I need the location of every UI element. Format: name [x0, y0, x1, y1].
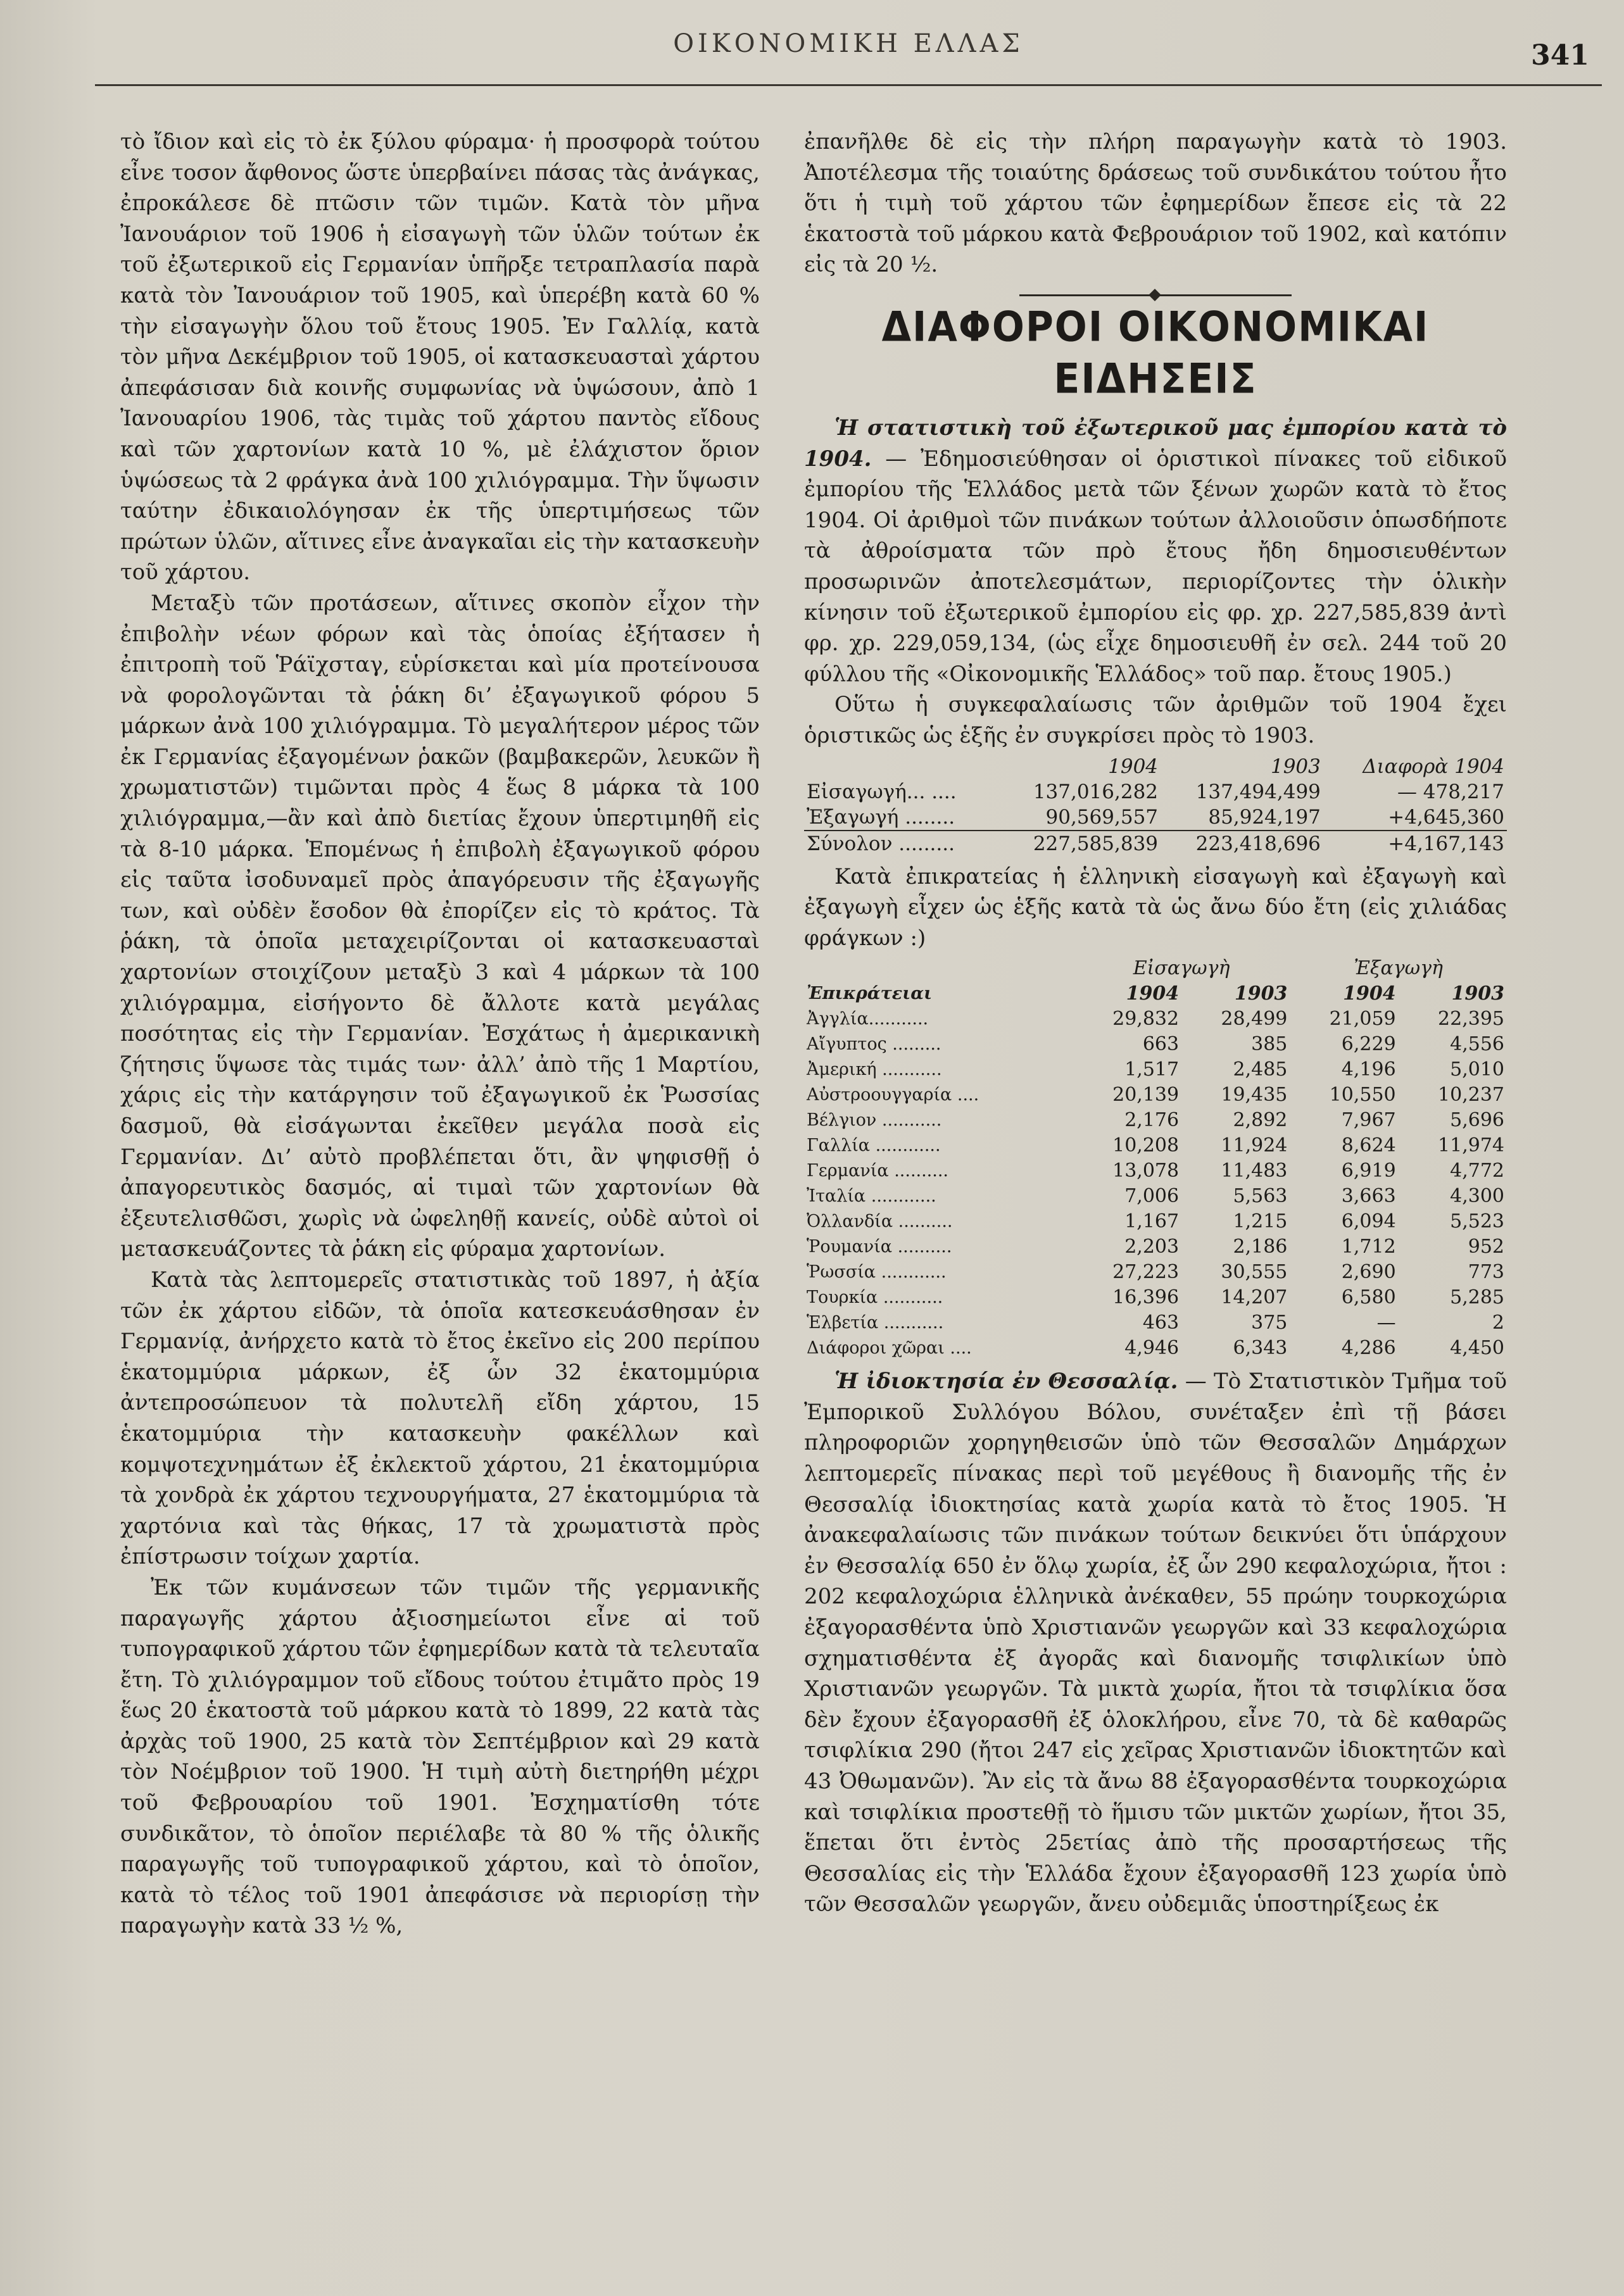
cell: 6,343 [1233, 1337, 1288, 1360]
left-column [120, 127, 760, 1942]
cell: 227,585,839 [998, 831, 1161, 856]
cell: 10,550 [1329, 1084, 1396, 1107]
cell: 1,215 [1233, 1210, 1288, 1233]
table-row [804, 1310, 1507, 1336]
table-row [804, 1234, 1507, 1260]
cell: 6,919 [1341, 1160, 1396, 1183]
countries-table [804, 956, 1507, 1361]
cell: 463 [1142, 1312, 1180, 1334]
news-item-trade-statistics [804, 413, 1507, 689]
cell: 2,186 [1233, 1236, 1288, 1258]
cell: 7,967 [1341, 1109, 1396, 1132]
cell: 4,300 [1450, 1185, 1504, 1208]
summary-table [804, 754, 1507, 856]
cell: 2 [1492, 1312, 1504, 1334]
table-row [804, 1082, 1507, 1108]
table-header-row [804, 754, 1507, 779]
table-row [804, 1133, 1507, 1158]
item-text: — Ἐδημοσιεύθησαν οἱ ὁριστικοὶ πίνακες τοῦ εἰδικοῦ ἐμπορίου τῆς Ἑλλάδος μετὰ τῶν ξένων χωρῶν κατὰ τὸ ἔτος 1904. Οἱ ἀριθμοὶ τῶν πινάκων τούτων ἀλλοιοῦσιν ὁπωσδήποτε τὰ ἀθροίσματα τῶν πρὸ ἔτους ἤδη δημοσιευθέντων προσωρινῶν ἀποτελεσμάτων, περιορίζοντες τὴν ὁλικὴν κίνησιν τοῦ ἐξωτερικοῦ ἐμπορίου εἰς φρ. χρ. 227,585,839 ἀντὶ φρ. χρ. 229,059,134, (ὡς εἶχε δημοσιευθῆ ἐν σελ. 244 τοῦ 20 φύλλου τῆς «Οἰκονομικῆς Ἑλλάδος» τοῦ παρ. ἔτους 1905.) [804, 446, 1507, 687]
table-row [804, 1108, 1507, 1133]
table-row [804, 779, 1507, 805]
table-header-cell [804, 956, 1073, 981]
table-row [804, 1032, 1507, 1057]
cell: 27,223 [1112, 1261, 1180, 1284]
cell: 5,696 [1450, 1109, 1504, 1132]
row-label: Γερμανία .......... [807, 1161, 949, 1181]
paragraph: Κατὰ τὰς λεπτομερεῖς στατιστικὰς τοῦ 1897, ἡ ἀξία τῶν ἐκ χάρτου εἰδῶν, τὰ ὁποῖα κατεσκευάσθησαν ἐν Γερμανίᾳ, ἀνήρχετο κατὰ τὸ ἔτος ἐκεῖνο εἰς 200 περίπου ἑκατομμύρια μάρκων, ἐξ ὧν 32 ἑκατομμύρια ἀντεπροσώπευον τὰ πολυτελῆ εἴδη χάρτου, 15 ἑκατομμύρια τὴν κατασκευὴν φακέλλων καὶ κομψοτεχνημάτων ἐξ ἐκλεκτοῦ χάρτου, 21 ἑκατομμύρια τὰ χονδρὰ ἐκ χάρτου τεχνουργήματα, 27 ἑκατομμύρια τὰ χαρτόνια καὶ τὰς θήκας, 17 τὰ χρωματιστὰ πρὸς ἐπίστρωσιν τοίχων χαρτία. [120, 1267, 760, 1570]
cell: 14,207 [1221, 1286, 1288, 1309]
row-label: Ἑλβετία ........... [807, 1313, 944, 1333]
table-row [804, 1260, 1507, 1285]
cell: 773 [1468, 1261, 1504, 1284]
group-header-import: Εἰσαγωγὴ [1133, 957, 1230, 980]
table-header-cell: 1904 [1343, 982, 1396, 1005]
table-header-cell: Ἐπικράτειαι [807, 984, 933, 1004]
cell: 10,208 [1112, 1134, 1180, 1157]
cell: 5,010 [1450, 1058, 1504, 1081]
cell: 2,690 [1341, 1261, 1396, 1284]
page-number: 341 [1531, 39, 1589, 72]
row-label: Ὀλλανδία .......... [807, 1212, 953, 1232]
table-group-row [804, 956, 1507, 981]
item-text: — Τὸ Στατιστικὸν Τμῆμα τοῦ Ἐμπορικοῦ Συλλόγου Βόλου, συνέταξεν ἐπὶ τῇ βάσει πληροφοριῶν χορηγηθεισῶν ὑπὸ τῶν Θεσσαλῶν Δημάρχων λεπτομερεῖς πίνακας περὶ τοῦ μεγέθους ἢ διανομῆς τῆς ἐν Θεσσαλίᾳ ἰδιοκτησίας κατὰ χωρία κατὰ τὸ ἔτος 1905. Ἡ ἀνακεφαλαίωσις τῶν πινάκων τούτων δεικνύει ὅτι ὑπάρχουν ἐν Θεσσαλίᾳ 650 ἐν ὅλῳ χωρία, ἐξ ὧν 290 κεφαλοχώρια, ἤτοι : 202 κεφαλοχώρια ἑλληνικὰ ἀνέκαθεν, 55 πρώην τουρκοχώρια ἐξαγορασθέντα ὑπὸ Χριστιανῶν γεωργῶν καὶ 33 κεφαλοχώρια σχηματισθέντα ἐξ ἀγορᾶς καὶ διανομῆς τσιφλικίων ὑπὸ Χριστιανῶν γεωργῶν. Τὰ μικτὰ χωρία, ἤτοι τὰ τσιφλίκια ὅσα δὲν ἔχουν ἐξαγορασθῆ ἐξ ὁλοκλήρου, εἶνε 70, τὰ δὲ καθαρῶς τσιφλίκια 290 (ἤτοι 247 εἰς χεῖρας Χριστιανῶν ἰδιοκτητῶν καὶ 43 Ὀθωμανῶν). Ἂν εἰς τὰ ἄνω 88 ἐξαγορασθέντα τουρκοχώρια καὶ τσιφλίκια προστεθῇ τὸ ἥμισυ τῶν μικτῶν χωρίων, ἤτοι 35, ἕπεται ὅτι ἐντὸς 25ετίας ἀπὸ τῆς προσαρτήσεως τῆς Θεσσαλίας εἰς τὴν Ἑλλάδα ἔχουν ἐξαγορασθῆ 123 χωρία ὑπὸ τῶν Θεσσαλῶν γεωργῶν, ἄνευ οὐδεμιᾶς ὑποστηρίξεως ἐκ [804, 1369, 1507, 1917]
cell: 28,499 [1221, 1008, 1288, 1031]
cell: 6,094 [1341, 1210, 1396, 1233]
table-row [804, 1209, 1507, 1234]
cell: 137,494,499 [1195, 780, 1321, 803]
news-item-thessaly-property [804, 1366, 1507, 1920]
table-header-cell: 1903 [1451, 982, 1504, 1005]
cell: 90,569,557 [1045, 805, 1159, 829]
cell: 19,435 [1221, 1084, 1288, 1107]
cell: 16,396 [1112, 1286, 1180, 1309]
table-header-row [804, 981, 1507, 1007]
table-header-cell: 1903 [1234, 982, 1288, 1005]
paragraph: ἐπανῆλθε δὲ εἰς τὴν πλήρη παραγωγὴν κατὰ τὸ 1903. Ἀποτέλεσμα τῆς τοιαύτης δράσεως τοῦ συνδικάτου τούτου ἦτο ὅτι ἡ τιμὴ τοῦ χάρτου τῶν ἐφημερίδων ἔπεσε εἰς τὰ 22 ἑκατοστὰ τοῦ μάρκου κατὰ Φεβρουάριον τοῦ 1902, καὶ κατόπιν εἰς τὰ 20 ½. [804, 129, 1507, 278]
cell: 1,167 [1124, 1210, 1180, 1233]
row-label: Ἰταλία ............ [807, 1186, 936, 1207]
cell: 4,556 [1450, 1033, 1504, 1056]
cell: 10,237 [1438, 1084, 1504, 1107]
country-rows [804, 1007, 1507, 1361]
cell: 5,563 [1233, 1185, 1288, 1208]
right-column [804, 127, 1507, 1920]
row-label: Ῥωσσία ............ [807, 1262, 947, 1283]
header-rule [95, 84, 1602, 86]
paragraph: Οὕτω ἡ συγκεφαλαίωσις τῶν ἀριθμῶν τοῦ 1904 ἔχει ὁριστικῶς ὡς ἑξῆς ἐν συγκρίσει πρὸς τὸ 1903. [804, 692, 1507, 748]
cell: 2,176 [1124, 1109, 1180, 1132]
cell: 11,924 [1221, 1134, 1288, 1157]
row-label: Αὐστροουγγαρία .... [807, 1085, 979, 1105]
table-row [804, 1158, 1507, 1184]
cell: — [1376, 1312, 1396, 1334]
cell: 2,892 [1233, 1109, 1288, 1132]
cell: 4,450 [1450, 1337, 1504, 1360]
table-header-cell: 1903 [1270, 755, 1321, 778]
cell: 4,772 [1450, 1160, 1504, 1183]
cell: 22,395 [1438, 1008, 1504, 1031]
cell: 21,059 [1329, 1008, 1396, 1031]
page-header [95, 18, 1602, 87]
cell: +4,645,360 [1388, 805, 1504, 829]
table-row [804, 1285, 1507, 1310]
row-label: Ῥουμανία .......... [807, 1237, 952, 1257]
row-label: Σύνολον ......... [804, 831, 998, 856]
row-label: Ἐξαγωγή ........ [807, 805, 955, 829]
row-label: Αἴγυπτος ......... [807, 1034, 941, 1055]
cell: 30,555 [1221, 1261, 1288, 1284]
cell: 663 [1142, 1033, 1180, 1056]
table-total-row [804, 831, 1507, 856]
row-label: Εἰσαγωγή... .... [807, 780, 957, 803]
cell: 2,485 [1233, 1058, 1288, 1081]
cell: 952 [1468, 1236, 1504, 1258]
table-header-cell: 1904 [1108, 755, 1159, 778]
cell: 3,663 [1341, 1185, 1396, 1208]
table-header-cell: 1904 [1126, 982, 1180, 1005]
divider-ornament [1149, 289, 1161, 301]
cell: 5,523 [1450, 1210, 1504, 1233]
table-row [804, 1057, 1507, 1082]
row-label: Ἀγγλία........... [807, 1009, 929, 1029]
cell: 29,832 [1112, 1008, 1180, 1031]
cell: 6,229 [1341, 1033, 1396, 1056]
cell: 8,624 [1341, 1134, 1396, 1157]
cell: 1,712 [1341, 1236, 1396, 1258]
cell: 223,418,696 [1161, 831, 1323, 856]
cell: +4,167,143 [1323, 831, 1507, 856]
cell: 85,924,197 [1208, 805, 1321, 829]
row-label: Ἀμερική ........... [807, 1060, 942, 1080]
table-header-cell: Διαφορὰ 1904 [1363, 755, 1504, 778]
cell: 7,006 [1124, 1185, 1180, 1208]
cell: 2,203 [1124, 1236, 1180, 1258]
section-heading: ΔΙΑΦΟΡΟΙ ΟΙΚΟΝΟΜΙΚΑΙ ΕΙΔΗΣΕΙΣ [881, 303, 1430, 403]
cell: 11,974 [1438, 1134, 1504, 1157]
cell: 20,139 [1112, 1084, 1180, 1107]
paragraph: Ἐκ τῶν κυμάνσεων τῶν τιμῶν τῆς γερμανικῆς παραγωγῆς χάρτου ἀξιοσημείωτοι εἶνε αἱ τοῦ τυπογραφικοῦ χάρτου τῶν ἐφημερίδων κατὰ τὰ τελευταῖα ἔτη. Τὸ χιλιόγραμμον τοῦ εἴδους τούτου ἐτιμᾶτο πρὸς 19 ἕως 20 ἑκατοστὰ τοῦ μάρκου κατὰ τὸ 1899, 22 κατὰ τὰς ἀρχὰς τοῦ 1900, 25 κατὰ τὸν Σεπτέμβριον καὶ 29 κατὰ τὸν Νοέμβριον τοῦ 1900. Ἡ τιμὴ αὐτὴ διετηρήθη μέχρι τοῦ Φεβρουαρίου τοῦ 1901. Ἐσχηματίσθη τότε συνδικᾶτον, τὸ ὁποῖον περιέλαβε τὰ 80 % τῆς ὁλικῆς παραγωγῆς τοῦ τυπογραφικοῦ χάρτου, καὶ τὸ ὁποῖον, κατὰ τὸ τέλος τοῦ 1901 ἀπεφάσισε νὰ περιορίσῃ τὴν παραγωγὴν κατὰ 33 ½ %, [120, 1574, 760, 1939]
cell: 4,946 [1124, 1337, 1180, 1360]
cell: — 478,217 [1397, 780, 1504, 803]
table-row [804, 1184, 1507, 1209]
table-row [804, 1007, 1507, 1032]
cell: 4,196 [1341, 1058, 1396, 1081]
cell: 11,483 [1221, 1160, 1288, 1183]
cell: 385 [1251, 1033, 1288, 1056]
row-label: Γαλλία ............ [807, 1136, 941, 1156]
row-label: Διάφοροι χῶραι .... [807, 1338, 972, 1358]
table-header-cell [804, 754, 998, 779]
cell: 13,078 [1112, 1160, 1180, 1183]
table-row [804, 805, 1507, 831]
paragraph: τὸ ἴδιον καὶ εἰς τὸ ἐκ ξύλου φύραμα· ἡ προσφορὰ τούτου εἶνε τοσον ἄφθονος ὥστε ὑπερβαίνει πάσας τὰς ἀνάγκας, ἐπροκάλεσε δὲ πτῶσιν τῶν τιμῶν. Κατὰ τὸν μῆνα Ἰανουάριον τοῦ 1906 ἡ εἰσαγωγὴ τῶν ὑλῶν τούτων ἐκ τοῦ ἐξωτερικοῦ εἰς Γερμανίαν ὑπῆρξε τετραπλασία παρὰ κατὰ τὸν Ἰανουάριον τοῦ 1905, καὶ ὑπερέβη κατὰ 60 % τὴν εἰσαγωγὴν ὅλου τοῦ ἔτους 1905. Ἐν Γαλλίᾳ, κατὰ τὸν μῆνα Δεκέμβριον τοῦ 1905, οἱ κατασκευασταὶ χάρτου ἀπεφάσισαν διὰ κοινῆς συμφωνίας νὰ ὑψώσουν, ἀπὸ 1 Ἰανουαρίου 1906, τὰς τιμὰς τοῦ χάρτου παντὸς εἴδους καὶ τῶν χαρτονίων κατὰ 10 %, μὲ ἐλάχιστον ὅριον ὑψώσεως τὰ 2 φράγκα ἀνὰ 100 χιλιόγραμμα. Τὴν ὕψωσιν ταύτην ἐδικαιολόγησαν ἐκ τῆς ὑπερτιμήσεως τῶν πρώτων ὑλῶν, αἵτινες εἶνε ἀναγκαῖαι εἰς τὴν κατασκευὴν τοῦ χάρτου. [120, 129, 760, 586]
cell: 5,285 [1450, 1286, 1504, 1309]
row-label: Τουρκία ........... [807, 1288, 943, 1308]
section-divider [1019, 294, 1292, 296]
group-header-export: Ἐξαγωγὴ [1354, 957, 1444, 980]
item-title: Ἡ στατιστικὴ τοῦ ἐξωτερικοῦ μας ἐμπορίου κατὰ τὸ 1904. [804, 415, 1507, 472]
cell: 375 [1251, 1312, 1288, 1334]
item-title: Ἡ ἰδιοκτησία ἐν Θεσσαλίᾳ. [834, 1369, 1178, 1395]
table-row [804, 1336, 1507, 1361]
row-label: Βέλγιον ........... [807, 1110, 942, 1131]
cell: 137,016,282 [1033, 780, 1159, 803]
cell: 4,286 [1341, 1337, 1396, 1360]
paragraph: Μεταξὺ τῶν προτάσεων, αἵτινες σκοπὸν εἶχον τὴν ἐπιβολὴν νέων φόρων καὶ τὰς ὁποίας ἐξήτασεν ἡ ἐπιτροπὴ τοῦ Ῥάϊχσταγ, εὑρίσκεται καὶ μία προτείνουσα νὰ φορολογῶνται τὰ ῥάκη δι’ ἐξαγωγικοῦ φόρου 5 μάρκων ἀνὰ 100 χιλιόγραμμα. Τὸ μεγαλήτερον μέρος τῶν ἐκ Γερμανίας ἐξαγομένων ῥακῶν (βαμβακερῶν, λευκῶν ἢ χρωματιστῶν) τιμῶνται πρὸς 4 ἕως 8 μάρκα τὰ 100 χιλιόγραμμα,—ἂν καὶ ἀπὸ διετίας ἔχουν ὑπερτιμηθῆ εἰς τὰ 8-10 μάρκα. Ἑπομένως ἡ ἐπιβολὴ ἐξαγωγικοῦ φόρου εἰς ταῦτα ἰσοδυναμεῖ πρὸς ἀπαγόρευσιν τῆς ἐξαγωγῆς των, καὶ οὐδὲν ἔσοδον θὰ ἐπορίζεν εἰς τὸ κράτος. Τὰ ῥάκη, τὰ ὁποῖα μεταχειρίζονται οἱ κατασκευασταὶ χαρτονίων στοιχίζουν μεταξὺ 3 καὶ 4 μάρκων τὰ 100 χιλιόγραμμα, εἰσήγοντο δὲ ἄλλοτε κατὰ μεγάλας ποσότητας εἰς τὴν Γερμανίαν. Ἐσχάτως ἡ ἀμερικανικὴ ζήτησις ὕψωσε τὰς τιμάς των· ἀλλ’ ἀπὸ τῆς 1 Μαρτίου, χάρις εἰς τὴν κατάργησιν τοῦ ἐξαγωγικοῦ ἐκ Ῥωσσίας δασμοῦ, θὰ εἰσάγωνται ἐκεῖθεν μεγάλα ποσὰ εἰς Γερμανίαν. Δι’ αὐτὸ προβλέπεται ὅτι, ἂν ψηφισθῇ ὁ ἀπαγορευτικὸς δασμός, αἱ τιμαὶ τῶν χαρτονίων θὰ ἐξευτελισθῶσι, χωρὶς νὰ ὠφεληθῇ κανείς, οὐδὲ αὐτοὶ οἱ μετασκευάζοντες τὰ ῥάκη εἰς φύραμα χαρτονίων. [120, 590, 760, 1262]
paragraph: Κατὰ ἐπικρατείας ἡ ἑλληνικὴ εἰσαγωγὴ καὶ ἐξαγωγὴ καὶ ἐξαγωγὴ εἶχεν ὡς ἑξῆς κατὰ τὰ ὡς ἄνω δύο ἔτη (εἰς χιλιάδας φράγκων :) [804, 863, 1507, 951]
running-title: ΟΙΚΟΝΟΜΙΚΗ ΕΛΛΑΣ [673, 29, 1024, 58]
cell: 6,580 [1341, 1286, 1396, 1309]
cell: 1,517 [1124, 1058, 1180, 1081]
